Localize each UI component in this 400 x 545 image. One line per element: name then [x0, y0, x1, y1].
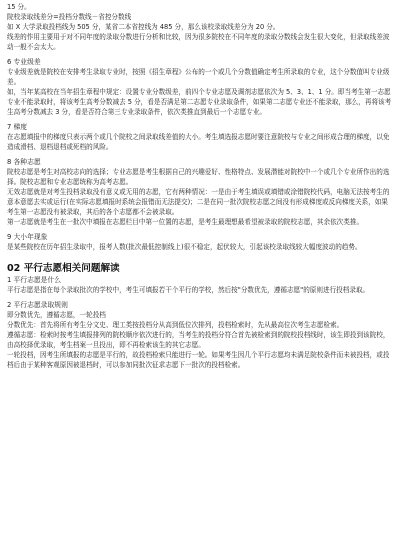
diff-example: 如 X 大学录取投档线为 505 分，某省二本省控线为 485 分，那么该校录取线差分为 20 分。: [7, 23, 280, 31]
question-paragraph: 分数优先：首先将所有考生分文史、理工类按投档分从高到低位次排列，投档检索时，先从最高位次考生志愿检索。: [7, 321, 344, 329]
question-paragraph: 平行志愿是指在每个录取批次的学校中，考生可填报若干个平行的学校，然后按"分数优先，遵循志愿"的原则进行投档录取。: [7, 286, 370, 294]
section-paragraph: 第一志愿就是考生在一批次中填报在志愿栏目中第一位置的志愿，是考生最理想最希望被录取的院校志愿，其余依次类推。: [7, 218, 364, 226]
section-paragraph: 院校志愿是考生对高校志向的选择；专业志愿是考生根据自己的兴趣爱好、性格特点、发展潜能对院校中一个或几个专业所作出的选择。院校志愿和专业志愿统称为高考志愿。: [7, 168, 390, 186]
section-paragraph: 如，当年某高校在当年招生章程中规定：设置专业分数级差，前四个专业志愿及调剂志愿依次为 5、3、1、1 分。即当考生第一志愿专业不能录取时，将该考生高考分数减去 5 分，看是否满足第二志愿专业录取条件，如果第二志愿专业还不能录取，那么，再将该考生高考分数减去 3 分，看是否符合第三专业录取条件，依次类推直到最后一个志愿专业。: [7, 88, 392, 116]
question-paragraph: 遵循志愿：检索时按考生填报排列的院校顺序依次进行的，当考生的投档分符合首先被检索到的院校投档线时，该生即投到该院校，由高校择优录取，考生档案一旦投出，即不再检索该生的其它志愿。: [7, 331, 390, 349]
intro-line-top: 15 分。: [7, 3, 31, 11]
diff-note: 线差的作用主要用于对不同年度的录取分数进行分析和比较，因为很多院校在不同年度的录取分数线会发生很大变化，但录取线差波动一般不会太大。: [7, 33, 390, 51]
section-title: 9 大小年现象: [7, 233, 48, 241]
section-paragraph: 在志愿填报中的梯度只表示两个或几个院校之间录取线差值的大小。考生填选报志愿时要注意院校与专业之间形成合理的梯度，以免造成滑档、退档退档或死档的风险。: [7, 133, 390, 151]
diff-heading: 院校录取线差分=投档分数线－省控分数线: [7, 13, 132, 21]
question-paragraph: 一轮投档，因考生所填报的志愿是平行的，故投档检索只能进行一轮。如果考生因几个平行志愿均未满足院校条件而未被投档，或投档后由于某种客观原因被退档时，可以参加同批次征求志愿下一批次的投档检索。: [7, 351, 390, 369]
question-paragraph: 即分数优先，遵循志愿，一轮投档: [7, 311, 106, 319]
section-title: 8 各种志愿: [7, 158, 41, 166]
section-title: 7 梯度: [7, 123, 28, 131]
section-paragraph: 无效志愿就是对考生投档录取没有意义或无用的志愿，它有两种情况：一是由于考生填误或填错或涂错院校代码，电脑无法按考生的意本意愿去实或运行(在实际志愿填报时系统会报错而无法提交)；二是在同一批次院校志愿之间没有形成梯度或反向梯度关系，如果考生第一志愿没有被录取，其后的各个志愿都不会被录取。: [7, 188, 390, 216]
section-title: 6 专业级差: [7, 58, 41, 66]
part2-heading: 02 平行志愿相关问题解读: [7, 263, 120, 274]
question-title: 1 平行志愿是什么: [7, 276, 62, 284]
question-title: 2 平行志愿录取规则: [7, 301, 68, 309]
section-paragraph: 是某些院校在历年招生录取中，报考人数(批次最低控制线上)很不稳定，起伏较大，引起该校录取线较大幅度波动的趋势。: [7, 243, 362, 251]
section-paragraph: 专业级差就是院校在安排考生录取专业时，按照《招生章程》公布的一个或几个分数值确定考生所录取的专业，这个分数值叫专业级差。: [7, 68, 390, 86]
spacer: [7, 252, 393, 262]
